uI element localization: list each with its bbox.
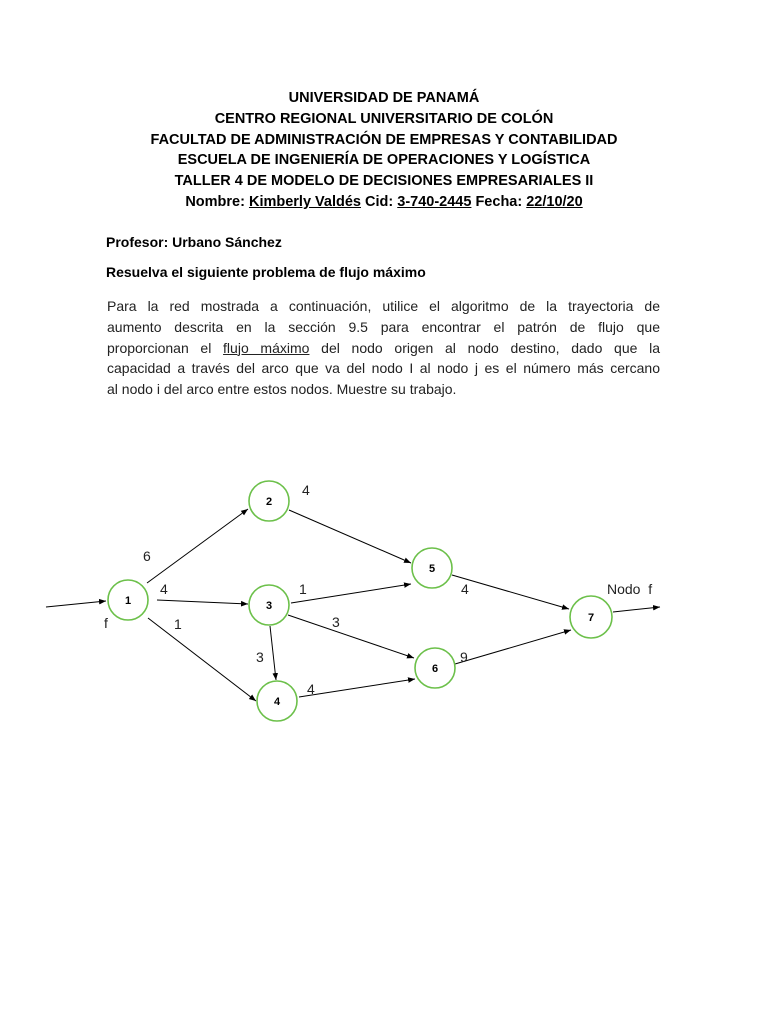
capacity-3-4: 3 xyxy=(256,649,264,665)
node-7-label: 7 xyxy=(587,612,595,624)
workshop-title: TALLER 4 DE MODELO DE DECISIONES EMPRESARIALES II xyxy=(174,173,594,190)
node-4 xyxy=(257,681,297,721)
source-inflow-arrow xyxy=(46,601,106,607)
edge-1-3 xyxy=(157,600,248,604)
source-label: f xyxy=(104,615,108,631)
capacity-1-2: 6 xyxy=(143,548,151,564)
capacity-3-5: 1 xyxy=(299,581,307,597)
instruction-heading: Resuelva el siguiente problema de flujo máximo xyxy=(106,264,426,280)
node-4-label: 4 xyxy=(273,696,281,708)
node-3 xyxy=(249,585,289,625)
statement-line-5: al nodo i del arco entre estos nodos. Muestre su trabajo. xyxy=(107,381,457,398)
statement-line-3-end: del nodo origen al nodo destino, dado que la xyxy=(321,339,661,356)
statement-line-1: Para la red mostrada a continuación, utilice el algoritmo de la trayectoria de xyxy=(107,298,660,314)
node-5-label: 5 xyxy=(428,563,436,575)
university-title: UNIVERSIDAD DE PANAMÁ xyxy=(288,90,480,106)
capacity-2-5: 4 xyxy=(302,482,310,498)
statement-line-4: capacidad a través del arco que va del nodo I al nodo j es el número más cercano xyxy=(107,360,660,377)
professor-line: Profesor: Urbano Sánchez xyxy=(106,234,282,250)
edge-1-2 xyxy=(147,509,248,583)
node-1-label: 1 xyxy=(124,595,132,607)
cid-value: 3-740-2445 xyxy=(397,193,472,210)
edge-2-5 xyxy=(289,510,411,563)
capacity-1-4: 1 xyxy=(174,616,182,632)
node-1 xyxy=(108,580,148,620)
statement-line-2: aumento descrita en la sección 9.5 para encontrar el patrón de flujo que xyxy=(107,318,660,335)
edge-1-4 xyxy=(148,618,256,701)
name-value: Kimberly Valdés xyxy=(248,193,361,210)
date-label: Fecha: xyxy=(475,193,523,210)
edge-3-5 xyxy=(291,584,411,603)
capacity-5-7: 4 xyxy=(461,581,469,597)
capacity-1-3: 4 xyxy=(160,581,168,597)
node-2-label: 2 xyxy=(265,496,273,508)
name-label: Nombre: xyxy=(185,193,245,210)
sink-label: Nodo f xyxy=(607,581,653,597)
node-2 xyxy=(249,481,289,521)
edge-6-7 xyxy=(455,630,571,664)
edge-4-6 xyxy=(299,679,415,697)
edge-3-4 xyxy=(270,626,276,680)
capacity-4-6: 4 xyxy=(307,681,315,697)
node-5 xyxy=(412,548,452,588)
sink-outflow-arrow xyxy=(613,607,660,612)
edge-5-7 xyxy=(452,575,569,609)
capacity-6-7: 9 xyxy=(460,649,468,665)
statement-line-3-start: proporcionan el xyxy=(107,339,212,356)
cid-label: Cid: xyxy=(365,193,394,210)
node-7 xyxy=(570,596,612,638)
date-value: 22/10/20 xyxy=(526,193,583,210)
node-6-label: 6 xyxy=(431,663,439,675)
capacity-3-6: 3 xyxy=(332,614,340,630)
node-6 xyxy=(415,648,455,688)
flujo-maximo-underlined: flujo máximo xyxy=(223,339,310,356)
faculty-title: FACULTAD DE ADMINISTRACIÓN DE EMPRESAS Y CONTABILIDAD xyxy=(150,131,618,148)
school-title: ESCUELA DE INGENIERÍA DE OPERACIONES Y LOGÍSTICA xyxy=(177,152,591,169)
center-title: CENTRO REGIONAL UNIVERSITARIO DE COLÓN xyxy=(214,110,554,127)
edge-3-6 xyxy=(288,615,414,658)
node-3-label: 3 xyxy=(265,600,273,612)
